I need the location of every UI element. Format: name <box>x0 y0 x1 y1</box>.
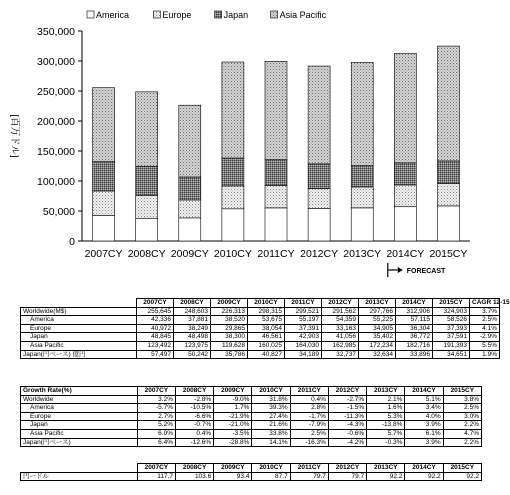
row-label: Japan(円ベース) <box>21 438 138 447</box>
bar-segment-japan <box>136 166 158 195</box>
exchange-rate-table <box>20 463 482 481</box>
x-tick-label: 2009CY <box>170 248 209 260</box>
growth-title: Growth Rate(%) <box>21 387 138 396</box>
bar-segment-america <box>265 208 287 241</box>
bar-segment-europe <box>394 185 416 207</box>
column-header: 2014CY <box>396 299 433 308</box>
table-row <box>21 324 500 333</box>
value-cell: 2.8% <box>290 404 328 413</box>
column-header: 2013CY <box>367 387 405 396</box>
cagr-cell: 4.1% <box>470 324 500 333</box>
x-tick-label: 2012CY <box>300 248 339 260</box>
cagr-cell: 3.7% <box>470 307 500 316</box>
column-header: 2008CY <box>174 299 211 308</box>
y-tick-label: 50,000 <box>42 206 75 218</box>
chart-bars <box>93 46 460 241</box>
bar-segment-america <box>308 208 330 241</box>
value-cell: 57,497 <box>137 350 174 359</box>
value-cell: 291,562 <box>322 307 359 316</box>
value-cell: 55,197 <box>285 316 322 325</box>
bar-segment-japan <box>437 161 459 184</box>
value-cell: -3.5% <box>214 429 252 438</box>
value-cell: 48,845 <box>137 333 174 342</box>
x-tick-label: 2015CY <box>429 248 468 260</box>
column-header: 2010CY <box>252 464 290 473</box>
table-row <box>21 350 500 359</box>
bar-segment-america <box>136 218 158 241</box>
value-cell: -10.5% <box>175 404 213 413</box>
value-cell: 3.9% <box>405 438 443 447</box>
cagr-cell: 2.5% <box>470 316 500 325</box>
value-cell: -16.3% <box>290 438 328 447</box>
value-cell: 297,766 <box>359 307 396 316</box>
column-header: 2011CY <box>290 464 328 473</box>
value-cell: 255,645 <box>137 307 174 316</box>
value-cell: 32,737 <box>322 350 359 359</box>
bar-segment-japan <box>265 160 287 186</box>
value-cell: 5.7% <box>367 429 405 438</box>
value-cell: -13.8% <box>367 421 405 430</box>
table-header-row <box>21 299 500 308</box>
bar-segment-america <box>93 216 115 241</box>
y-tick-label: 300,000 <box>37 56 75 68</box>
value-cell: -5.7% <box>137 404 175 413</box>
value-cell: 14.1% <box>252 438 290 447</box>
column-header: 2010CY <box>252 387 290 396</box>
chart-legend <box>87 10 327 20</box>
value-cell: 37,591 <box>433 333 470 342</box>
table-header-row <box>21 387 482 396</box>
row-label: Japan <box>21 421 138 430</box>
column-header: 2014CY <box>405 387 443 396</box>
value-cell: 117.7 <box>137 472 175 481</box>
bar-segment-europe <box>179 200 201 218</box>
value-cell: 27.4% <box>252 412 290 421</box>
value-cell: 42,336 <box>137 316 174 325</box>
column-header: 2012CY <box>328 464 366 473</box>
value-cell: 2.2% <box>443 438 481 447</box>
column-header: 2009CY <box>211 299 248 308</box>
value-cell: 6.1% <box>405 429 443 438</box>
value-cell: 38,054 <box>248 324 285 333</box>
column-header: 2015CY <box>443 387 481 396</box>
y-tick-label: 350,000 <box>37 26 75 38</box>
value-cell: 92.2 <box>443 472 481 481</box>
value-cell: 33.8% <box>252 429 290 438</box>
column-header: 2011CY <box>285 299 322 308</box>
value-cell: 312,906 <box>396 307 433 316</box>
column-header: 2007CY <box>137 387 175 396</box>
bar-segment-europe <box>136 195 158 218</box>
value-cell: -21.0% <box>214 421 252 430</box>
value-cell: 3.8% <box>443 395 481 404</box>
x-tick-label: 2011CY <box>257 248 295 260</box>
bar-segment-japan <box>93 162 115 191</box>
value-cell: 5.2% <box>137 421 175 430</box>
cagr-header: CAGR 12-15 <box>470 299 500 308</box>
value-cell: 41,056 <box>322 333 359 342</box>
bar-segment-asia-pacific <box>394 53 416 163</box>
column-header: 2013CY <box>359 299 396 308</box>
table-row <box>21 307 500 316</box>
row-label: 円ードル <box>21 472 138 481</box>
bar-segment-asia-pacific <box>179 105 201 177</box>
value-cell: 191,393 <box>433 341 470 350</box>
table-row <box>21 472 482 481</box>
bar-segment-asia-pacific <box>437 46 459 161</box>
bar-segment-asia-pacific <box>222 62 244 158</box>
value-cell: -6.6% <box>175 412 213 421</box>
value-cell: 123,975 <box>174 341 211 350</box>
row-label: Japan(円ベース) 億円 <box>21 350 137 359</box>
forecast-arrow-head <box>398 267 403 273</box>
bar-segment-asia-pacific <box>265 61 287 159</box>
value-cell: 42,903 <box>285 333 322 342</box>
y-tick-label: 100,000 <box>37 176 75 188</box>
bar-segment-asia-pacific <box>136 92 158 166</box>
column-header: 2011CY <box>290 387 328 396</box>
row-label: Europe <box>21 324 137 333</box>
bar-segment-japan <box>179 177 201 200</box>
column-header: 2009CY <box>214 387 252 396</box>
value-cell: 92.2 <box>405 472 443 481</box>
value-cell: -0.3% <box>367 438 405 447</box>
forecast-label: FORECAST <box>406 268 446 275</box>
row-label: America <box>21 316 137 325</box>
value-cell: 5.1% <box>405 395 443 404</box>
value-cell: 33,163 <box>322 324 359 333</box>
y-axis-label: [百万ドル] <box>9 114 20 158</box>
bar-segment-asia-pacific <box>93 88 115 162</box>
value-cell: 58,526 <box>433 316 470 325</box>
y-tick-label: 200,000 <box>37 116 75 128</box>
value-cell: 5.3% <box>367 412 405 421</box>
value-cell: 36,304 <box>396 324 433 333</box>
value-cell: 92.2 <box>367 472 405 481</box>
bar-segment-europe <box>222 186 244 209</box>
table-row <box>21 316 500 325</box>
cagr-cell: 5.5% <box>470 341 500 350</box>
table-corner-cell <box>21 464 138 473</box>
table-row <box>21 404 482 413</box>
legend-label: Japan <box>223 10 249 20</box>
table-row <box>21 395 482 404</box>
row-label: Asia Pacific <box>21 341 137 350</box>
value-cell: 299,521 <box>285 307 322 316</box>
bar-segment-japan <box>308 164 330 189</box>
legend-swatch <box>153 11 160 18</box>
value-cell: 40,972 <box>137 324 174 333</box>
value-cell: 3.4% <box>405 404 443 413</box>
value-cell: -9.0% <box>214 395 252 404</box>
value-cell: 79.7 <box>328 472 366 481</box>
value-cell: 33,896 <box>396 350 433 359</box>
value-cell: 160,025 <box>248 341 285 350</box>
value-cell: -7.9% <box>290 421 328 430</box>
value-cell: 34,651 <box>433 350 470 359</box>
value-cell: 37,881 <box>174 316 211 325</box>
value-cell: 46,561 <box>248 333 285 342</box>
value-cell: -1.5% <box>328 404 366 413</box>
column-header: 2007CY <box>137 299 174 308</box>
row-label: Worldwide <box>21 395 138 404</box>
value-cell: 2.5% <box>443 404 481 413</box>
value-cell: 324,903 <box>433 307 470 316</box>
value-cell: -2.8% <box>175 395 213 404</box>
value-cell: 2.7% <box>137 412 175 421</box>
value-cell: 50,242 <box>174 350 211 359</box>
bar-segment-europe <box>437 183 459 205</box>
x-tick-label: 2013CY <box>343 248 382 260</box>
legend-label: America <box>96 10 130 20</box>
value-cell: -0.7% <box>175 421 213 430</box>
bar-segment-europe <box>351 187 373 208</box>
table-row <box>21 412 482 421</box>
value-cell: 40,827 <box>248 350 285 359</box>
bar-segment-japan <box>394 163 416 185</box>
value-cell: 57,115 <box>396 316 433 325</box>
value-cell: 2.5% <box>290 429 328 438</box>
bar-segment-japan <box>222 158 244 186</box>
bar-segment-europe <box>265 185 287 207</box>
x-tick-label: 2008CY <box>127 248 166 260</box>
value-cell: -0.6% <box>328 429 366 438</box>
column-header: 2015CY <box>433 299 470 308</box>
value-cell: 182,716 <box>396 341 433 350</box>
value-cell: -4.2% <box>328 438 366 447</box>
bar-segment-asia-pacific <box>308 66 330 164</box>
column-header: 2008CY <box>175 464 213 473</box>
value-cell: 298,315 <box>248 307 285 316</box>
legend-swatch <box>215 11 222 18</box>
bar-segment-europe <box>308 188 330 208</box>
value-cell: 35,402 <box>359 333 396 342</box>
value-cell: 53,675 <box>248 316 285 325</box>
value-cell: -28.8% <box>214 438 252 447</box>
legend-swatch <box>271 11 278 18</box>
forecast-marker <box>388 263 446 277</box>
market-size-table <box>20 298 510 359</box>
value-cell: 38,300 <box>211 333 248 342</box>
bar-segment-america <box>394 207 416 241</box>
value-cell: 103.6 <box>175 472 213 481</box>
value-cell: 36,772 <box>396 333 433 342</box>
row-label: Worldwide(M$) <box>21 307 137 316</box>
table-header-row <box>21 464 482 473</box>
value-cell: 226,313 <box>211 307 248 316</box>
value-cell: 4.0% <box>405 412 443 421</box>
bar-segment-europe <box>93 191 115 216</box>
column-header: 2012CY <box>328 387 366 396</box>
column-header: 2014CY <box>405 464 443 473</box>
bar-segment-asia-pacific <box>351 62 373 165</box>
value-cell: 87.7 <box>252 472 290 481</box>
column-header: 2015CY <box>443 464 481 473</box>
column-header: 2010CY <box>248 299 285 308</box>
bar-segment-america <box>437 206 459 241</box>
bar-segment-america <box>351 208 373 241</box>
value-cell: -12.6% <box>175 438 213 447</box>
value-cell: 3.2% <box>137 395 175 404</box>
legend-swatch <box>87 11 94 18</box>
value-cell: 1.7% <box>214 404 252 413</box>
value-cell: 38,520 <box>211 316 248 325</box>
value-cell: 21.6% <box>252 421 290 430</box>
value-cell: 93.4 <box>214 472 252 481</box>
y-tick-label: 0 <box>69 236 75 248</box>
value-cell: -21.9% <box>214 412 252 421</box>
value-cell: 6.0% <box>137 429 175 438</box>
table-row <box>21 333 500 342</box>
column-header: 2009CY <box>214 464 252 473</box>
value-cell: 3.0% <box>443 412 481 421</box>
value-cell: 31.8% <box>252 395 290 404</box>
row-label: Asia Pacific <box>21 429 138 438</box>
value-cell: 1.6% <box>367 404 405 413</box>
value-cell: 54,359 <box>322 316 359 325</box>
value-cell: 37,393 <box>433 324 470 333</box>
row-label: America <box>21 404 138 413</box>
x-tick-label: 2010CY <box>213 248 252 260</box>
value-cell: 29,865 <box>211 324 248 333</box>
value-cell: -4.3% <box>328 421 366 430</box>
x-tick-label: 2007CY <box>84 248 123 260</box>
value-cell: 3.9% <box>405 421 443 430</box>
bar-segment-japan <box>351 166 373 187</box>
value-cell: -2.7% <box>328 395 366 404</box>
value-cell: 0.4% <box>290 395 328 404</box>
value-cell: 162,985 <box>322 341 359 350</box>
table-row <box>21 438 482 447</box>
value-cell: -1.7% <box>290 412 328 421</box>
legend-label: Europe <box>162 10 192 20</box>
value-cell: 79.7 <box>290 472 328 481</box>
column-header: 2013CY <box>367 464 405 473</box>
table-corner-cell <box>21 299 137 308</box>
cagr-cell: 1.9% <box>470 350 500 359</box>
value-cell: 38,249 <box>174 324 211 333</box>
value-cell: -11.3% <box>328 412 366 421</box>
row-label: Japan <box>21 333 137 342</box>
value-cell: 123,492 <box>137 341 174 350</box>
bar-segment-america <box>179 218 201 241</box>
value-cell: 6.4% <box>137 438 175 447</box>
table-row <box>21 429 482 438</box>
y-tick-label: 250,000 <box>37 86 75 98</box>
x-tick-label: 2014CY <box>386 248 425 260</box>
value-cell: 0.4% <box>175 429 213 438</box>
value-cell: 4.7% <box>443 429 481 438</box>
legend-label: Asia Pacific <box>279 10 327 20</box>
row-label: Europe <box>21 412 138 421</box>
value-cell: 32,634 <box>359 350 396 359</box>
value-cell: 34,189 <box>285 350 322 359</box>
value-cell: 34,905 <box>359 324 396 333</box>
value-cell: 164,030 <box>285 341 322 350</box>
column-header: 2008CY <box>175 387 213 396</box>
bar-segment-america <box>222 209 244 241</box>
value-cell: 2.2% <box>443 421 481 430</box>
column-header: 2007CY <box>137 464 175 473</box>
table-row <box>21 341 500 350</box>
value-cell: 37,391 <box>285 324 322 333</box>
growth-rate-table <box>20 386 482 447</box>
value-cell: 172,234 <box>359 341 396 350</box>
value-cell: 248,603 <box>174 307 211 316</box>
y-tick-label: 150,000 <box>37 146 75 158</box>
column-header: 2012CY <box>322 299 359 308</box>
value-cell: 55,225 <box>359 316 396 325</box>
value-cell: 2.1% <box>367 395 405 404</box>
table-row <box>21 421 482 430</box>
value-cell: 39.3% <box>252 404 290 413</box>
value-cell: 35,786 <box>211 350 248 359</box>
value-cell: 48,498 <box>174 333 211 342</box>
value-cell: 119,628 <box>211 341 248 350</box>
cagr-cell: -2.9% <box>470 333 500 342</box>
